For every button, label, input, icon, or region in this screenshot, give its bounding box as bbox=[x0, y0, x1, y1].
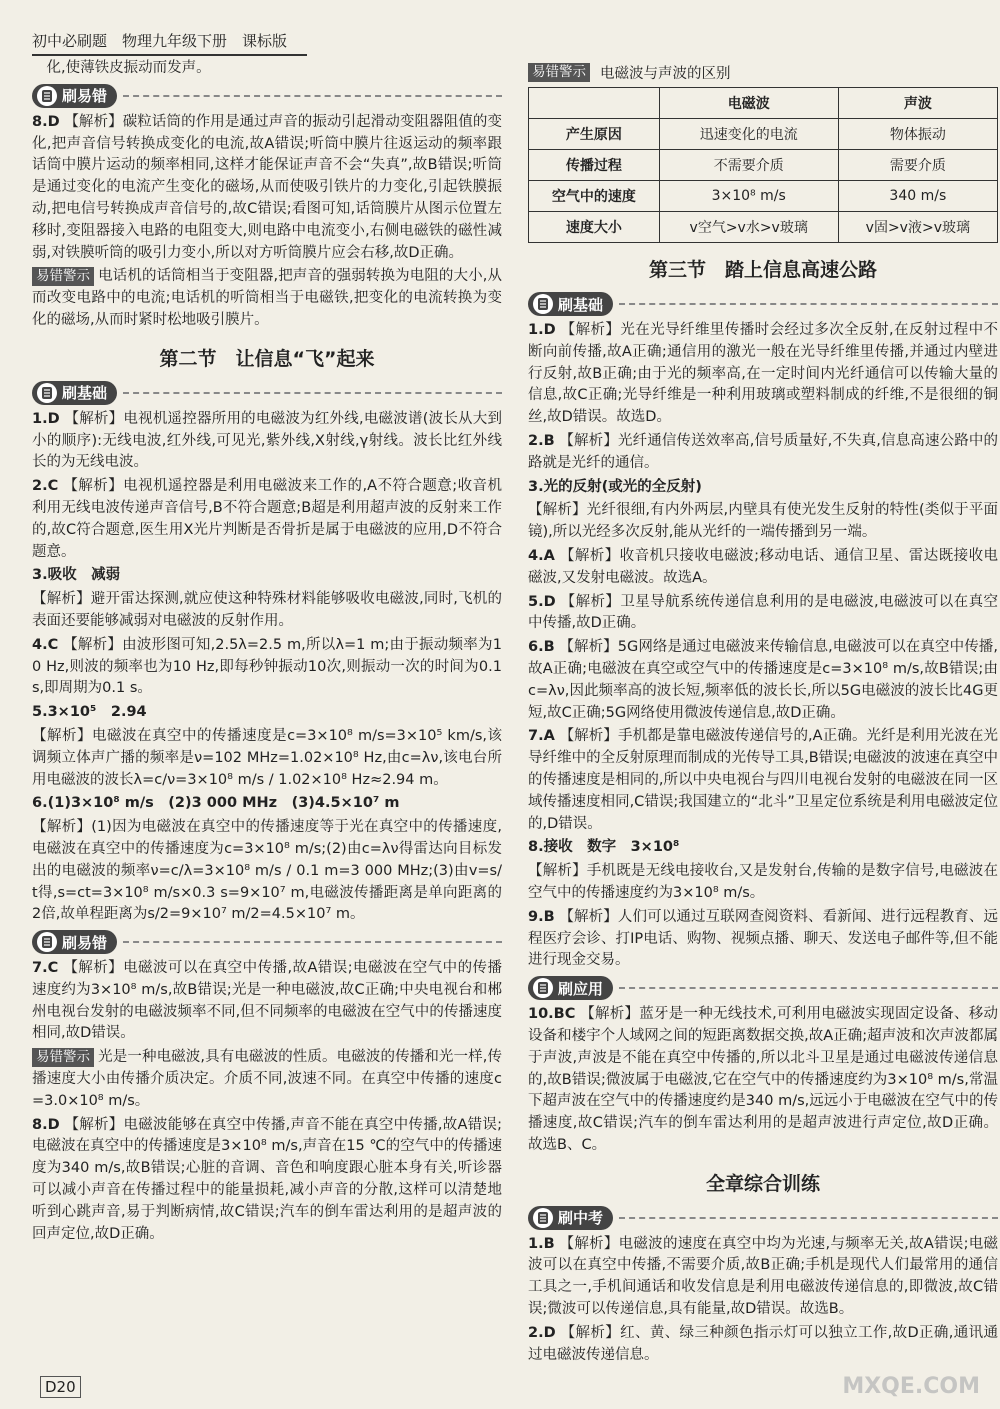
table-header-cell: 电磁波 bbox=[659, 88, 838, 119]
answer-key: 2.C bbox=[32, 478, 59, 495]
table-row bbox=[529, 119, 998, 150]
warn-badge: 易错警示 bbox=[32, 267, 94, 286]
answer-key: 6.B bbox=[528, 639, 555, 656]
left-column bbox=[32, 58, 502, 1247]
header-rule bbox=[32, 54, 307, 56]
answer-paragraph bbox=[32, 726, 502, 791]
answer-text: 【解析】电视机遥控器所用的电磁波为红外线,电磁波谱(波长从大到小的顺序):无线电波,红外线,可见光,紫外线,X射线,γ射线。波长比红外线长的为无线电波。 bbox=[32, 410, 503, 471]
answer-paragraph bbox=[528, 1323, 998, 1367]
answer-key: 7.A bbox=[528, 728, 555, 745]
answer-text: 【解析】(1)因为电磁波在真空中的传播速度等于光在真空中的传播速度,电磁波在真空中的传播速度为c=3×10⁸ m/s;(2)由c=λν得雷达向目标发出的电磁波的频率ν=c/λ=3×10⁸ m/s / 0.1 m=3 000 MHz;(3)由v=s/t得,s=ct=3×10⁸ m/s×0.3 s=9×10⁷ m,电磁波传播距离是单向距离的2倍,故单程距离为s/2=9×10⁷ m/2=4.5×10⁷ m。 bbox=[32, 819, 502, 923]
section-badge-row bbox=[32, 381, 502, 405]
table-row bbox=[529, 212, 998, 243]
section-title: 全章综合训练 bbox=[705, 1172, 820, 1195]
brush-icon bbox=[36, 382, 58, 404]
page-header bbox=[32, 30, 972, 56]
section-badge bbox=[528, 292, 613, 316]
section-badge bbox=[32, 84, 117, 108]
answer-paragraph bbox=[32, 1115, 502, 1246]
answer-key: 5.D bbox=[528, 593, 556, 610]
answer-paragraph bbox=[32, 589, 502, 633]
answer-key: 2.B bbox=[528, 432, 555, 449]
warn-text: 光是一种电磁波,具有电磁波的性质。电磁波的传播和光一样,传播速度大小由传播介质决定。介质不同,波速不同。在真空中传播的速度c=3.0×10⁸ m/s。 bbox=[32, 1049, 502, 1109]
answer-paragraph bbox=[528, 320, 998, 429]
brush-icon bbox=[36, 85, 58, 107]
answer-text: 【解析】电磁波在真空中的传播速度是c=3×10⁸ m/s=3×10⁵ km/s,该调频立体声广播的频率是ν=102 MHz=1.02×10⁸ Hz,由c=λν,该电台所用电磁波的波长λ=c/ν=3×10⁸ m/s / 1.02×10⁸ Hz≈2.94 m。 bbox=[32, 727, 502, 788]
answer-text: 【解析】手机既是无线电接收台,又是发射台,传输的是数字信号,电磁波在空气中的传播速度约为3×10⁸ m/s。 bbox=[528, 863, 998, 901]
dashed-rule bbox=[619, 303, 998, 305]
answer-paragraph bbox=[528, 1004, 998, 1157]
section-title: 第二节 让信息“飞”起来 bbox=[159, 347, 375, 370]
warn-badge: 易错警示 bbox=[528, 63, 590, 82]
section-badge-label: 刷应用 bbox=[558, 979, 604, 998]
page-number: D20 bbox=[40, 1376, 81, 1398]
section-badge-label: 刷易错 bbox=[62, 87, 108, 106]
warn-text: 电话机的话筒相当于变阻器,把声音的强弱转换为电阻的大小,从而改变电路中的电流;电话机的听筒相当于电磁铁,把变化的电流转换为变化的磁场,从而时紧时松地吸引膜片。 bbox=[32, 268, 502, 328]
table-cell: 速度大小 bbox=[529, 212, 660, 243]
answer-key: 1.D bbox=[528, 322, 556, 338]
answer-key: 3.光的反射(或光的全反射) bbox=[528, 478, 702, 495]
answer-paragraph bbox=[32, 565, 502, 587]
table-cell: v空气>v水>v玻璃 bbox=[659, 212, 838, 243]
dashed-rule bbox=[619, 1217, 998, 1219]
answer-text: 【解析】避开雷达探测,就应使这种特殊材料能够吸收电磁波,同时,飞机的表面还要能够减弱对电磁波的反射作用。 bbox=[32, 591, 502, 629]
table-cell: 物体振动 bbox=[838, 119, 997, 150]
answer-paragraph bbox=[528, 477, 998, 499]
table-caption bbox=[528, 62, 998, 83]
answer-key: 8.接收 数字 3×10⁸ bbox=[528, 839, 680, 856]
answer-paragraph bbox=[528, 546, 998, 590]
answer-text: 【解析】收音机只接收电磁波;移动电话、通信卫星、雷达既接收电磁波,又发射电磁波。故选A。 bbox=[528, 547, 999, 586]
answer-paragraph bbox=[528, 500, 998, 544]
warning-note bbox=[32, 1047, 502, 1112]
answer-paragraph bbox=[32, 702, 502, 724]
answer-paragraph bbox=[528, 1234, 998, 1321]
section-badge bbox=[32, 381, 117, 405]
answer-key: 2.D bbox=[528, 1324, 556, 1341]
answer-paragraph bbox=[528, 837, 998, 859]
answer-text: 【解析】碳粒话筒的作用是通过声音的振动引起滑动变阻器阻值的变化,把声音信号转换成变化的电流,故A错误;听筒中膜片往返运动的频率跟话筒中膜片运动的频率相同,这样才能保证声音不会“失真”,故B错误;听筒是通过变化的电流产生变化的磁场,从而使吸引铁片的力变化,引起铁膜振动,把电信号转换成声音信号的,故C错误;看图可知,话筒膜片从图示位置左移时,变阻器接入电路的电阻变大,则电路中电流变小,右侧电磁铁的磁性减弱,对铁膜听筒的吸引力变小,所以对方听筒膜片应会右移,故D正确。 bbox=[32, 113, 502, 261]
answer-key: 7.C bbox=[32, 960, 59, 977]
answer-text: 【解析】卫星导航系统传递信息利用的是电磁波,电磁波可以在真空中传播,故D正确。 bbox=[528, 593, 998, 632]
section-badge-label: 刷易错 bbox=[62, 933, 108, 952]
section-badge-label: 刷中考 bbox=[558, 1209, 604, 1228]
table-cell: 3×10⁸ m/s bbox=[659, 181, 838, 212]
section-badge-row bbox=[528, 1206, 998, 1230]
answer-key: 4.A bbox=[528, 547, 555, 564]
answer-text: 【解析】光纤很细,有内外两层,内壁具有使光发生反射的特性(类似于平面镜),所以光经多次反射,能从光纤的一端传播到另一端。 bbox=[528, 502, 998, 541]
table-cell: 传播过程 bbox=[529, 150, 660, 181]
answer-text: 【解析】红、黄、绿三种颜色指示灯可以独立工作,故D正确,通讯通过电磁波传递信息。 bbox=[528, 1324, 998, 1363]
answer-key: 4.C bbox=[32, 636, 59, 653]
answer-paragraph bbox=[32, 635, 502, 700]
section-badge-row bbox=[528, 976, 998, 1000]
dashed-rule bbox=[619, 987, 998, 989]
section-badge-label: 刷基础 bbox=[558, 295, 604, 314]
right-column bbox=[528, 58, 998, 1368]
table-cell: 不需要介质 bbox=[659, 150, 838, 181]
dashed-rule bbox=[123, 392, 502, 394]
table-cell: 产生原因 bbox=[529, 119, 660, 150]
answer-paragraph bbox=[32, 112, 502, 265]
answer-text: 【解析】电磁波的速度在真空中均为光速,与频率无关,故A错误;电磁波可以在真空中传播,不需要介质,故B正确;手机是现代人们最常用的通信工具之一,手机间通话和收发信息是利用电磁波传递信息的,即微波,故C错误;微波可以传递信息,具有能量,故D错误。故选B。 bbox=[528, 1235, 998, 1318]
section-badge bbox=[32, 930, 117, 954]
answer-paragraph bbox=[528, 861, 998, 905]
answer-paragraph bbox=[528, 592, 998, 636]
section-badge bbox=[528, 976, 613, 1000]
table-row bbox=[529, 181, 998, 212]
dashed-rule bbox=[123, 95, 502, 97]
answer-paragraph bbox=[528, 637, 998, 724]
answer-text: 【解析】手机都是靠电磁波传递信号的,A正确。光纤是利用光波在光导纤维中的全反射原理而制成的光传导工具,B错误;电磁波的波速在真空中的传播速度是相同的,所以中央电视台与四川电视台发射的电磁波在同一区域传播速度相同,C错误;我国建立的“北斗”卫星定位系统是利用电磁波定位的,D错误。 bbox=[528, 728, 999, 832]
section-badge-label: 刷基础 bbox=[62, 384, 108, 403]
answer-key: 9.B bbox=[528, 908, 555, 925]
warn-badge: 易错警示 bbox=[32, 1048, 94, 1067]
answer-key: 8.D bbox=[32, 1116, 60, 1133]
answer-key: 1.D bbox=[32, 410, 60, 427]
table-cell: 迅速变化的电流 bbox=[659, 119, 838, 150]
brush-icon bbox=[36, 931, 58, 953]
answer-paragraph bbox=[528, 907, 998, 972]
table-cell: 340 m/s bbox=[838, 181, 997, 212]
answer-text: 【解析】5G网络是通过电磁波来传输信息,电磁波可以在真空中传播,故A正确;电磁波在真空或空气中的传播速度是c=3×10⁸ m/s,故B错误;由c=λν,因此频率高的波长短,频率低的波长长,所以5G电磁波的波长比4G更短,故C正确;5G网络使用微波传递信息,故D正确。 bbox=[528, 639, 999, 721]
answer-text: 化,使薄铁皮振动而发声。 bbox=[32, 60, 211, 76]
answer-paragraph bbox=[32, 817, 502, 926]
answer-paragraph bbox=[32, 409, 502, 474]
answer-text: 【解析】电磁波可以在真空中传播,故A错误;电磁波在空气中的传播速度约为3×10⁸ m/s,故B错误;光是一种电磁波,故C正确;中央电视台和郴州电视台发射的电磁波频率不同,但不同频率的电磁波在空气中的传播速度相同,故D错误。 bbox=[32, 960, 502, 1042]
table-header-cell: 声波 bbox=[838, 88, 997, 119]
answer-text: 【解析】人们可以通过互联网查阅资料、看新闻、进行远程教育、远程医疗会诊、打IP电话、购物、视频点播、聊天、发送电子邮件等,但不能进行现金交易。 bbox=[528, 908, 998, 969]
table-row bbox=[529, 150, 998, 181]
answer-paragraph bbox=[528, 726, 998, 835]
watermark: MXQE.COM bbox=[842, 1374, 980, 1399]
book-title: 初中必刷题 物理九年级下册 课标版 bbox=[32, 32, 288, 50]
dashed-rule bbox=[123, 941, 502, 943]
answer-key: 3.吸收 减弱 bbox=[32, 567, 121, 584]
right-body bbox=[528, 255, 998, 1366]
answer-text: 【解析】电视机遥控器是利用电磁波来工作的,A不符合题意;收音机利用无线电波传递声音信号,B不符合题意;B超是利用超声波的反射来工作的,故C符合题意,医生用X光片判断是否骨折是属于电磁波的应用,D不符合题意。 bbox=[32, 478, 503, 560]
brush-icon bbox=[532, 977, 554, 999]
table-cell: v固>v液>v玻璃 bbox=[838, 212, 997, 243]
table-header-cell bbox=[529, 88, 660, 119]
answer-text: 【解析】蓝牙是一种无线技术,可利用电磁波实现固定设备、移动设备和楼宇个人域网之间的短距离数据交换,故A正确;超声波和次声波都属于声波,声波是不能在真空中传播的,所以北斗卫星是通过电磁波传递信息的,故B错误;微波属于电磁波,它在空气中的传播速度约为3×10⁸ m/s,常温下超声波在空气中的传播速度约是340 m/s,远远小于电磁波在空气中的传播速度,故C错误;汽车的倒车雷达利用的是超声波进行声定位,故D正确。故选B、C。 bbox=[528, 1006, 999, 1153]
comparison-table bbox=[528, 87, 998, 243]
brush-icon bbox=[532, 293, 554, 315]
section-badge-row bbox=[528, 292, 998, 316]
answer-key: 8.D bbox=[32, 113, 60, 130]
table-cell: 空气中的速度 bbox=[529, 181, 660, 212]
answer-text: 【解析】电磁波能够在真空中传播,声音不能在真空中传播,故A错误;电磁波在真空中的传播速度是3×10⁸ m/s,声音在15 ℃的空气中的传播速度为340 m/s,故B错误;心脏的音调、音色和响度跟心脏本身有关,听诊器可以减小声音在传播过程中的能量损耗,减小声音的分散,这样可以清楚地听到心跳声音,易于判断病情,故C错误;汽车的倒车雷达利用的是超声波的回声定位,故D正确。 bbox=[32, 1116, 502, 1242]
section-badge-row bbox=[32, 930, 502, 954]
section-title: 第三节 踏上信息高速公路 bbox=[648, 259, 877, 281]
answer-paragraph bbox=[528, 431, 998, 475]
answer-text: 【解析】光在光导纤维里传播时会经过多次全反射,在反射过程中不断向前传播,故A正确;通信用的激光一般在光导纤维里传播,并通过内壁进行反射,故B正确;由于光的频率高,在一定时间内光纤通信可以传输大量的信息,故C正确;光导纤维是一种利用玻璃或塑料制成的纤维,不是很细的铜丝,故D错误。故选D。 bbox=[528, 322, 998, 426]
answer-paragraph bbox=[32, 958, 502, 1045]
answer-key: 10.BC bbox=[528, 1006, 576, 1023]
section-badge bbox=[528, 1206, 613, 1230]
answer-text: 【解析】由波形图可知,2.5λ=2.5 m,所以λ=1 m;由于振动频率为10 Hz,则波的频率也为10 Hz,即每秒钟振动10次,则振动一次的时间为0.1 s,即周期为0.1 s。 bbox=[32, 636, 503, 697]
answer-key: 6.(1)3×10⁸ m/s (2)3 000 MHz (3)4.5×10⁷ m bbox=[32, 795, 400, 812]
answer-paragraph bbox=[32, 58, 502, 80]
answer-key: 5.3×10⁵ 2.94 bbox=[32, 704, 147, 721]
table-caption-text: 电磁波与声波的区别 bbox=[600, 66, 731, 82]
brush-icon bbox=[532, 1207, 554, 1229]
answer-paragraph bbox=[32, 793, 502, 815]
answer-text: 【解析】光纤通信传送效率高,信号质量好,不失真,信息高速公路中的路就是光纤的通信。 bbox=[528, 432, 998, 471]
answer-paragraph bbox=[32, 476, 502, 563]
warning-note bbox=[32, 266, 502, 331]
answer-key: 1.B bbox=[528, 1235, 555, 1252]
table-cell: 需要介质 bbox=[838, 150, 997, 181]
section-badge-row bbox=[32, 84, 502, 108]
